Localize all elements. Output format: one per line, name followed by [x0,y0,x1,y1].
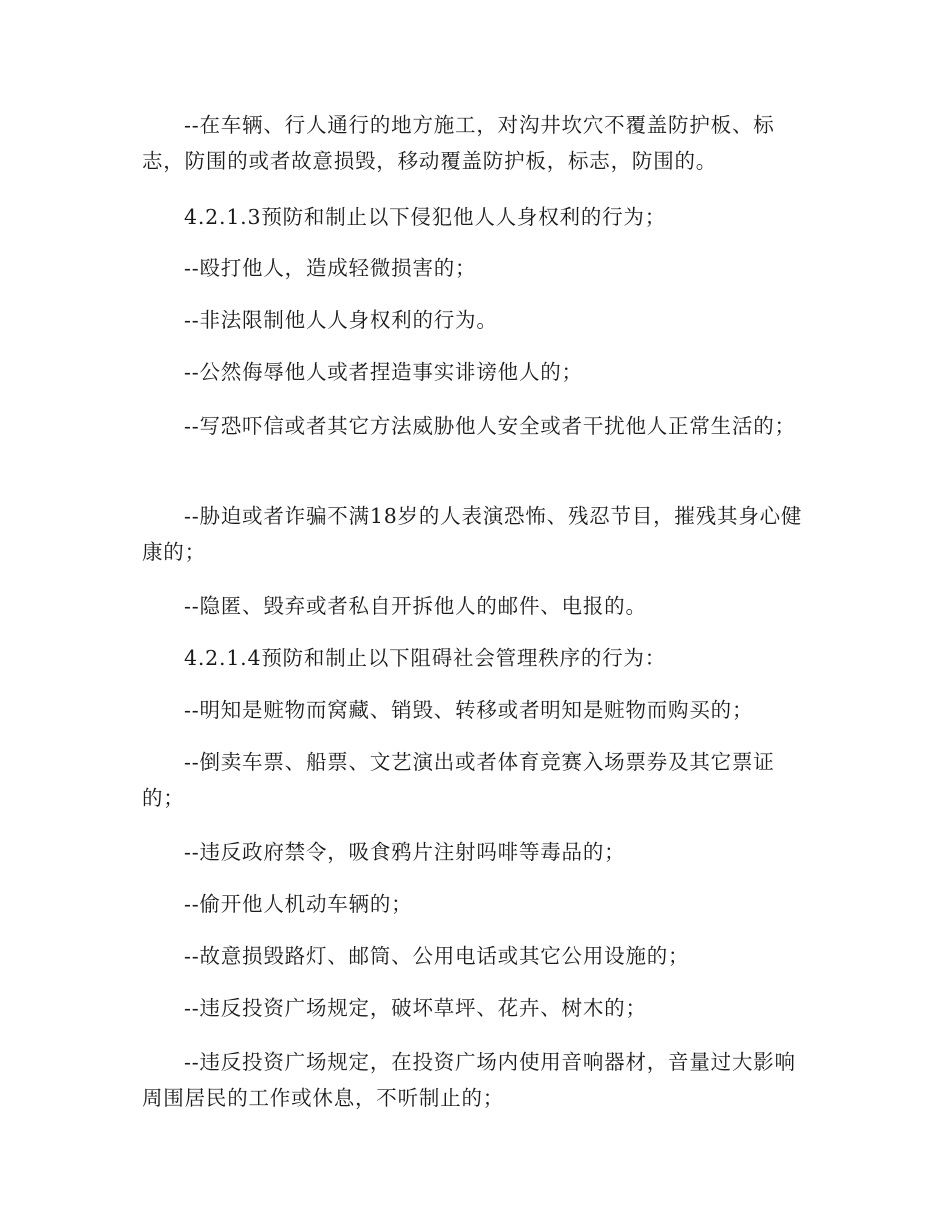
section-heading-4-2-1-4: 4.2.1.4预防和制止以下阻碍社会管理秩序的行为： [184,646,667,670]
paragraph-construction-hazard: --在车辆、行人通行的地方施工，对沟井坎穴不覆盖防护板、标志，防围的或者故意损毁，移动覆盖防护板，标志，防围的。 [142,113,775,173]
paragraph-public-facilities: --故意损毁路灯、邮筒、公用电话或其它公用设施的； [184,944,690,968]
paragraph-drug-use: --违反政府禁令，吸食鸦片注射吗啡等毒品的； [184,840,626,864]
paragraph-noise: --违反投资广场规定，在投资广场内使用音响器材，音量过大影响周围居民的工作或休息，不听制止的； [142,1050,796,1110]
paragraph-stolen-goods: --明知是赃物而窝藏、销毁、转移或者明知是赃物而购买的； [184,698,754,722]
paragraph-threat-letter: --写恐吓信或者其它方法威胁他人安全或者干扰他人正常生活的； [184,414,796,438]
paragraph-insult-slander: --公然侮辱他人或者捏造事实诽谤他人的； [184,360,583,384]
paragraph-joyriding: --偷开他人机动车辆的； [184,892,413,916]
paragraph-assault: --殴打他人，造成轻微损害的； [184,256,477,280]
paragraph-mail-tampering: --隐匿、毁弃或者私自开拆他人的邮件、电报的。 [184,594,647,618]
paragraph-ticket-scalping: --倒卖车票、船票、文艺演出或者体育竞赛入场票券及其它票证的； [142,750,775,810]
paragraph-damage-plants: --违反投资广场规定，破坏草坪、花卉、树木的； [184,996,647,1020]
paragraph-illegal-restriction: --非法限制他人人身权利的行为。 [184,308,498,332]
paragraph-coerce-minor: --胁迫或者诈骗不满18岁的人表演恐怖、残忍节目，摧残其身心健康的； [142,504,803,564]
section-heading-4-2-1-3: 4.2.1.3预防和制止以下侵犯他人人身权利的行为； [184,205,667,229]
